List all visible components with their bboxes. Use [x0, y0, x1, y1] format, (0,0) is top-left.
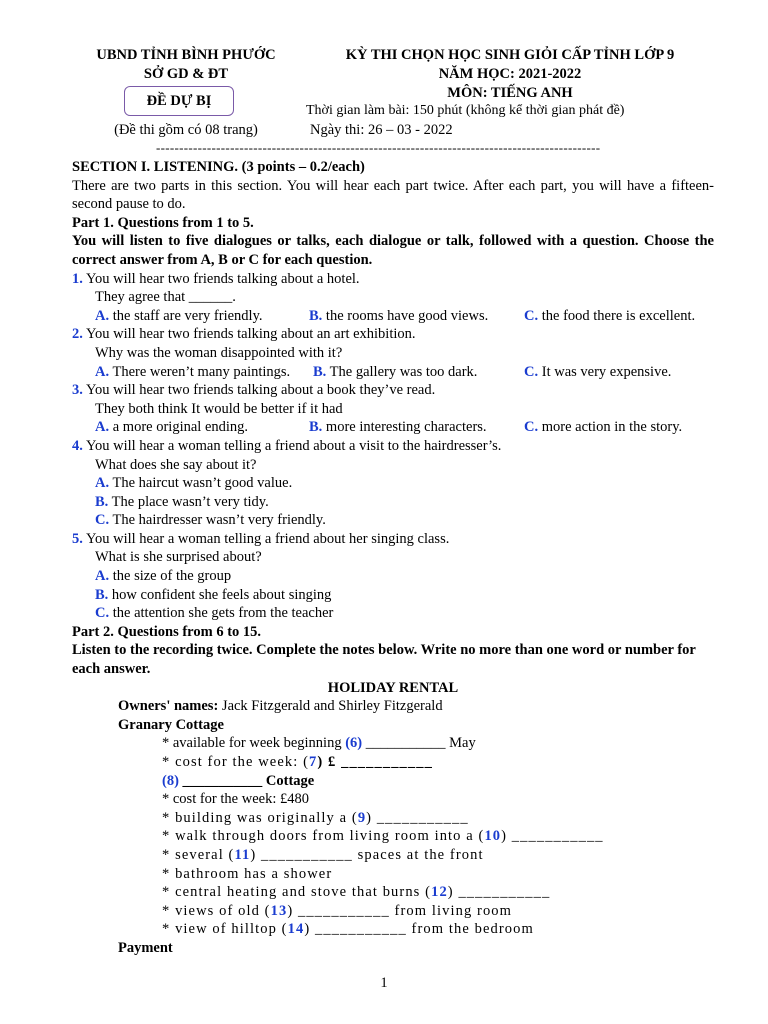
options-row	[72, 307, 714, 326]
question-stem: You will hear two friends talking about an art exhibition.	[82, 326, 416, 343]
header-right	[304, 46, 716, 103]
option-c: C. the food there is excellent.	[524, 307, 696, 324]
question-number: 4.	[72, 437, 83, 454]
option-a: A. a more original ending.	[95, 419, 249, 436]
authority-name: UBND TỈNH BÌNH PHƯỚC	[96, 47, 276, 63]
exam-title: KỲ THI CHỌN HỌC SINH GIỎI CẤP TỈNH LỚP 9	[345, 47, 675, 63]
note-line-14: * view of hilltop (14) ___________ from the bedroom	[162, 921, 534, 938]
section-intro: There are two parts in this section. You will hear each part twice. After each part, you will have a fifteen-second pause to do.	[72, 177, 714, 213]
question-prompt: What does she say about it?	[95, 456, 257, 473]
option-b: B. The place wasn’t very tidy.	[95, 493, 269, 510]
question-number: 1.	[72, 270, 83, 287]
note-line-bathroom: * bathroom has a shower	[162, 865, 333, 882]
question-number: 5.	[72, 530, 83, 547]
question-prompt: What is she surprised about?	[95, 549, 262, 566]
option-a: A. the staff are very friendly.	[95, 307, 263, 324]
part1-instruction: You will listen to five dialogues or talks, each dialogue or talk, followed with a question. Choose the correct answer from A, B or C for each question.	[72, 233, 714, 268]
options-row	[72, 363, 714, 382]
option-c: C. The hairdresser wasn’t very friendly.	[95, 512, 326, 529]
question-stem: You will hear two friends talking about a book they’ve read.	[82, 382, 436, 399]
option-a: A. There weren’t many paintings.	[95, 363, 291, 380]
note-line-9: * building was originally a (9) ___________	[162, 809, 469, 826]
granary-heading: Granary Cottage	[118, 716, 224, 733]
subject: MÔN: TIẾNG ANH	[447, 85, 573, 101]
option-b: B. The gallery was too dark.	[313, 363, 478, 380]
note-line-6: * available for week beginning (6) ___________ May	[162, 735, 476, 752]
note-line-7: * cost for the week: (7) £ ___________	[162, 754, 433, 770]
answer-number: (8)	[162, 772, 179, 789]
part1-title: Part 1. Questions from 1 to 5.	[72, 214, 254, 231]
notes-title: HOLIDAY RENTAL	[327, 679, 459, 696]
answer-number: 11	[234, 846, 251, 863]
note-line-13: * views of old (13) ___________ from living room	[162, 902, 513, 919]
answer-number: 14	[287, 921, 305, 938]
option-a: A. The haircut wasn’t good value.	[95, 475, 293, 492]
note-line-8: (8) ___________ Cottage	[162, 772, 315, 789]
question-1	[72, 270, 714, 289]
option-c: C. It was very expensive.	[524, 363, 672, 380]
exam-content	[72, 158, 714, 958]
note-line-10: * walk through doors from living room into a (10) ___________	[162, 828, 604, 845]
question-number: 2.	[72, 326, 83, 343]
section-title: SECTION I. LISTENING. (3 points – 0.2/each)	[72, 159, 365, 175]
answer-number: 9	[357, 809, 367, 826]
question-3	[72, 381, 714, 400]
answer-number: 10	[484, 828, 502, 845]
payment-heading: Payment	[118, 939, 173, 956]
question-number: 3.	[72, 382, 83, 399]
question-stem: You will hear a woman telling a friend about a visit to the hairdresser’s.	[82, 437, 502, 454]
reserve-exam-badge: ĐỀ DỰ BỊ	[124, 86, 234, 116]
question-2	[72, 325, 714, 344]
question-4	[72, 437, 714, 456]
option-b: B. more interesting characters.	[309, 419, 487, 436]
answer-number: 12	[431, 884, 448, 901]
header-left	[70, 46, 302, 84]
note-line-11: * several (11) ___________ spaces at the front	[162, 846, 484, 863]
note-line-cost: * cost for the week: £480	[162, 791, 309, 808]
part2-title: Part 2. Questions from 6 to 15.	[72, 623, 262, 640]
note-line-12: * central heating and stove that burns (12) ___________	[162, 884, 551, 901]
option-b: B. how confident she feels about singing	[95, 586, 332, 603]
option-b: B. the rooms have good views.	[309, 307, 489, 324]
question-prompt: They agree that ______.	[95, 289, 236, 306]
option-c: C. the attention she gets from the teacher	[95, 605, 334, 622]
page-count-note: (Đề thi gồm có 08 trang)	[114, 122, 258, 138]
question-prompt: They both think It would be better if it had	[95, 400, 343, 417]
option-a: A. the size of the group	[95, 568, 232, 585]
answer-number: 13	[270, 902, 288, 919]
question-stem: You will hear a woman telling a friend about her singing class.	[82, 530, 450, 547]
question-5	[72, 530, 714, 549]
question-stem: You will hear two friends talking about a hotel.	[82, 270, 360, 287]
school-year: NĂM HỌC: 2021-2022	[438, 66, 582, 82]
owners-line: Owners' names: Jack Fitzgerald and Shirley Fitzgerald	[118, 698, 443, 715]
option-c: C. more action in the story.	[524, 419, 683, 436]
time-allowed: Thời gian làm bài: 150 phút (không kể thời gian phát đề)	[306, 103, 625, 118]
page-number: 1	[380, 975, 388, 991]
part2-instruction: Listen to the recording twice. Complete the notes below. Write no more than one word or number for each answer.	[72, 642, 696, 678]
answer-number: (6)	[345, 735, 363, 752]
divider-line: ------------------------------------------------------------------------------------------------	[156, 140, 601, 155]
answer-number: 7	[309, 754, 318, 770]
exam-date: Ngày thi: 26 – 03 - 2022	[310, 122, 453, 138]
question-prompt: Why was the woman disappointed with it?	[95, 344, 343, 361]
department-name: SỞ GD & ĐT	[143, 66, 229, 82]
options-row	[72, 418, 714, 437]
